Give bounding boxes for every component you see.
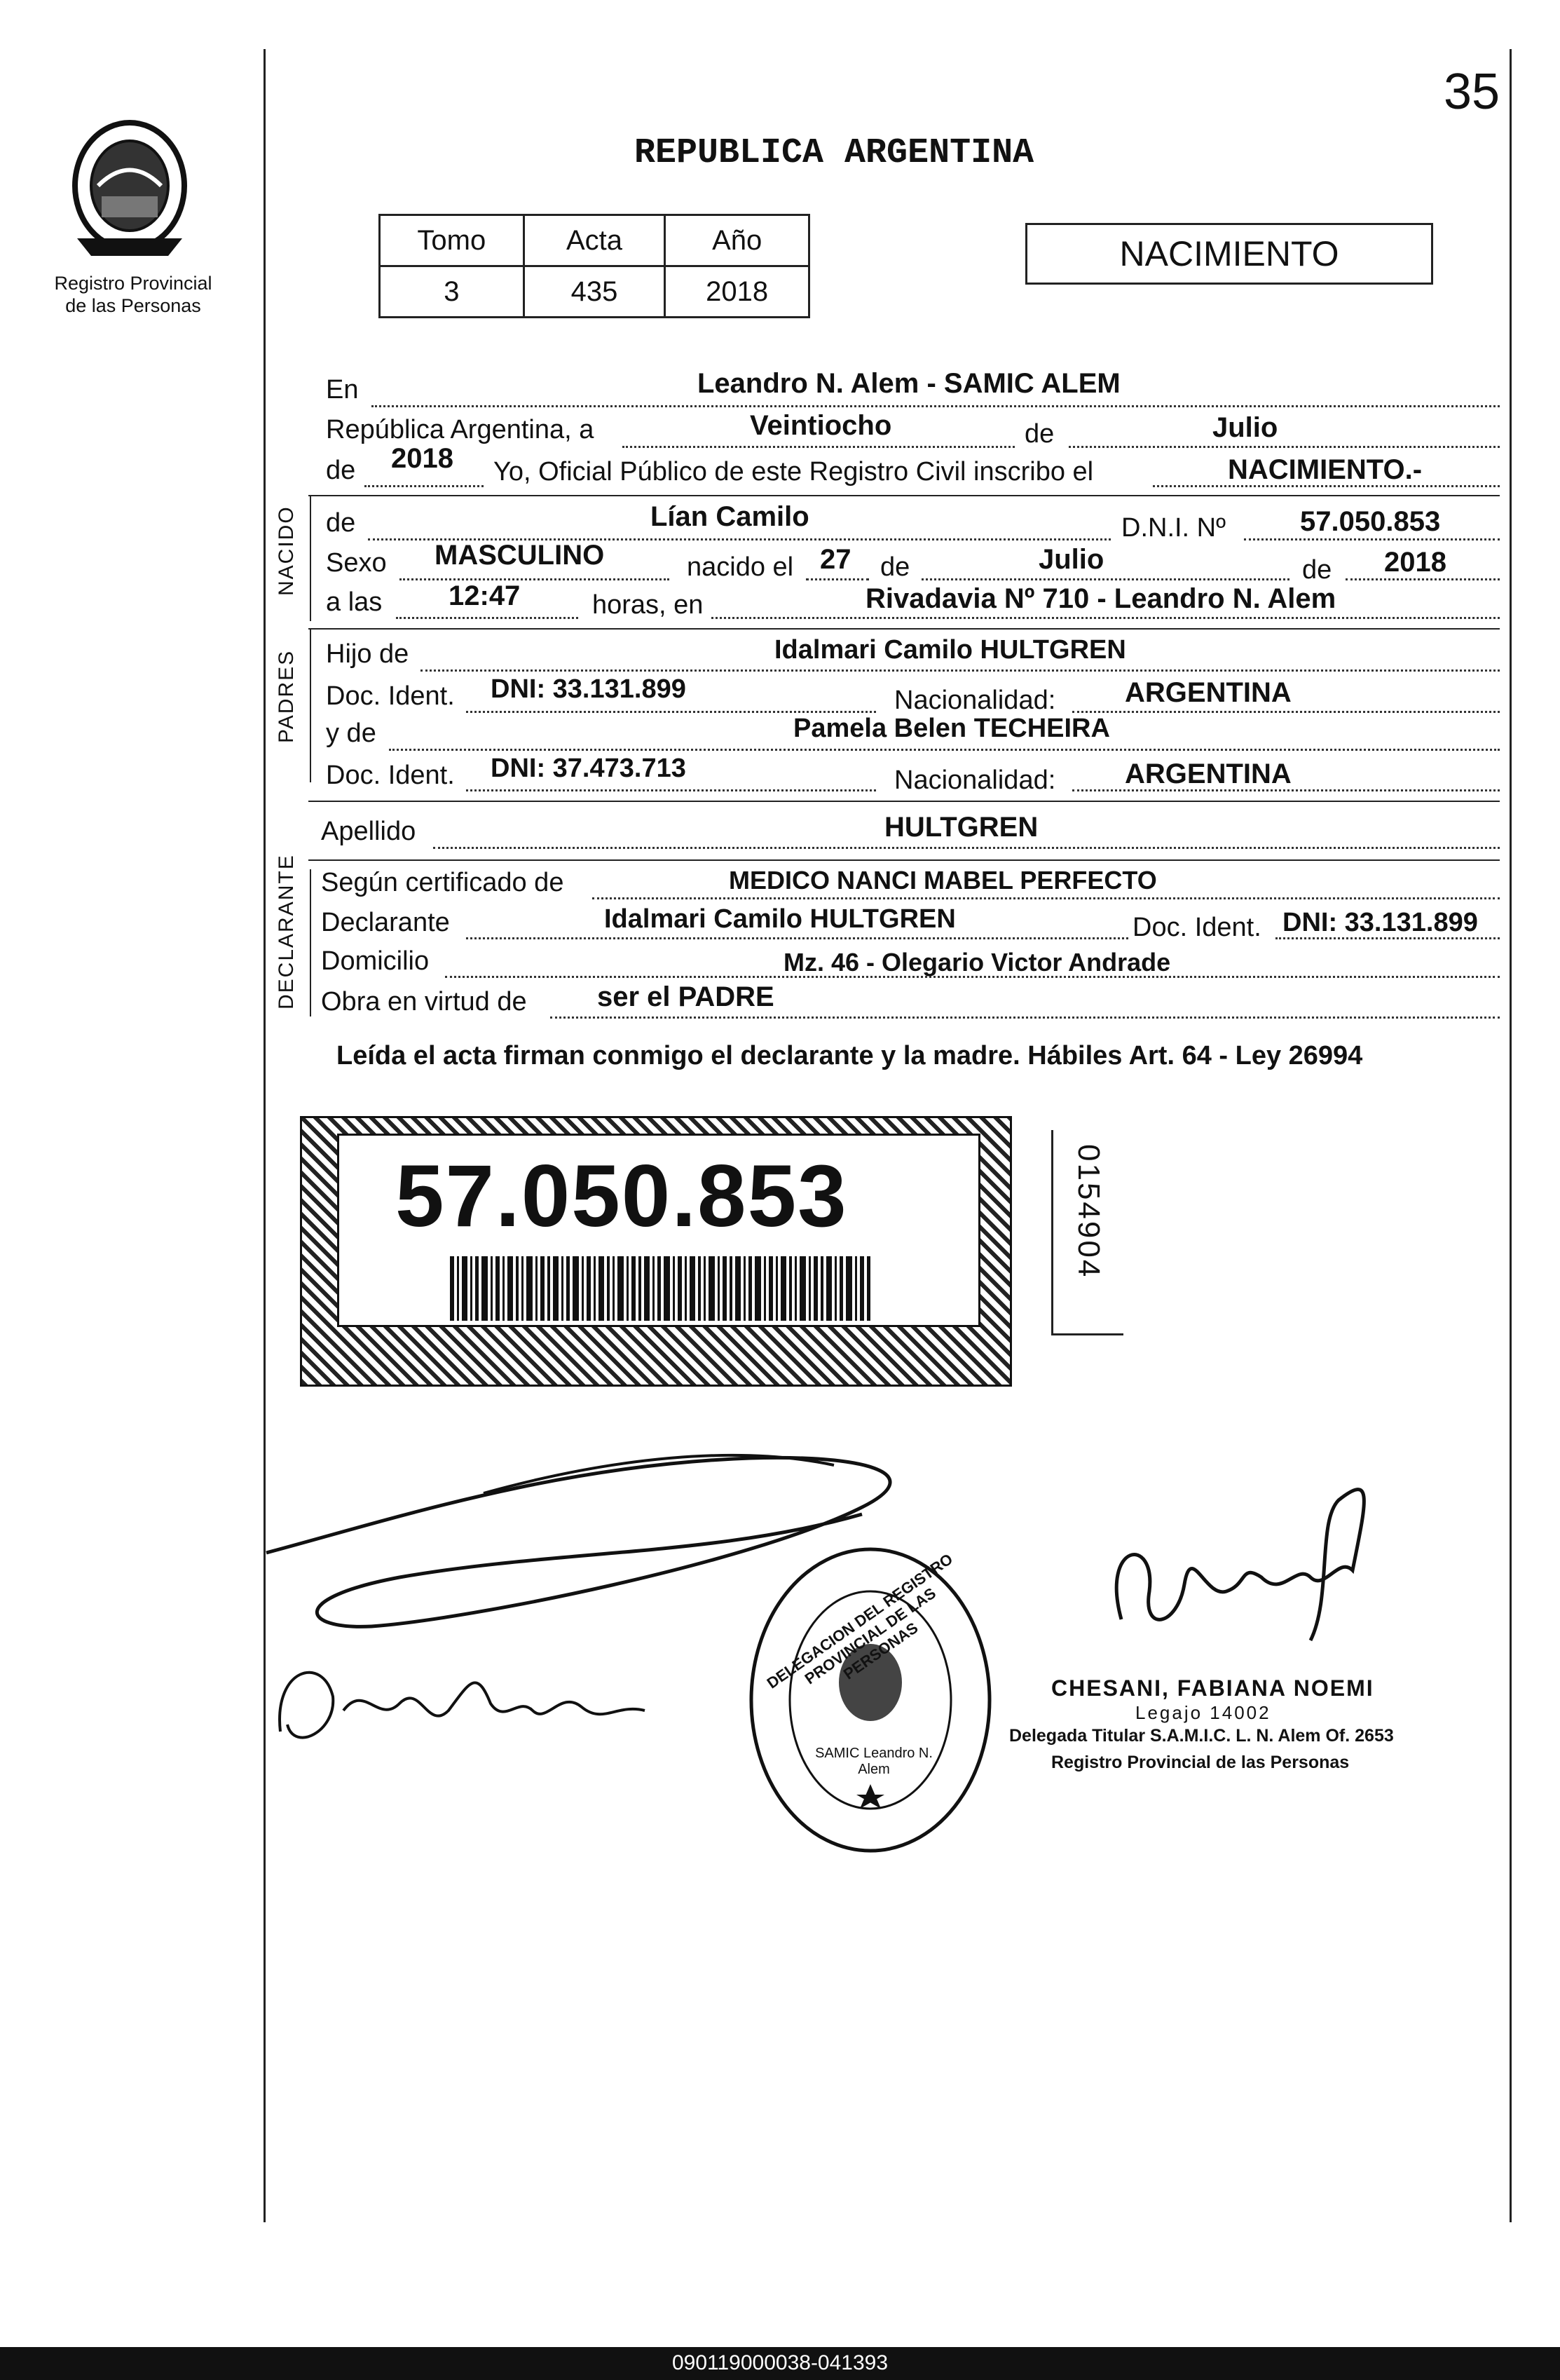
official-registry: Registro Provincial de las Personas [1051,1753,1350,1772]
side-stamp-number: 0154904 [1072,1144,1106,1279]
declarante-doc-value: DNI: 33.131.899 [1282,908,1478,937]
de2-label: de [326,456,356,485]
official-legajo: Legajo 14002 [1135,1702,1271,1723]
apellido-bottom-line [308,859,1500,861]
official-signature [1100,1458,1381,1668]
father-line [420,669,1500,672]
page-number: 35 [1444,64,1500,120]
year-value: 2018 [391,443,453,474]
value-acta: 435 [524,266,665,318]
en-label: En [326,375,359,404]
segun-value: MEDICO NANCI MABEL PERFECTO [729,866,1157,895]
birth-day-value: 27 [820,544,851,575]
de-name-label: de [326,508,356,538]
apellido-value: HULTGREN [884,812,1039,843]
registry-seal [744,1542,997,1858]
header-acta: Acta [524,215,665,266]
domicilio-value: Mz. 46 - Olegario Victor Andrade [784,948,1171,977]
sexo-line [399,578,669,580]
name-value: Lían Camilo [650,501,809,532]
declarante-label: Declarante [321,908,450,937]
nacido-section-label: NACIDO [275,505,298,596]
emblem-caption: Registro Provincial de las Personas [54,273,212,316]
nacionalidad-label: Nacionalidad: [894,686,1056,715]
sexo-value: MASCULINO [435,540,605,571]
padres-section-label: PADRES [275,649,298,743]
place-value: Rivadavia Nº 710 - Leandro N. Alem [865,583,1336,614]
footer-bar [0,2347,1560,2380]
official-name: CHESANI, FABIANA NOEMI [1051,1675,1374,1701]
declarante-section-label: DECLARANTE [275,854,298,1009]
place-line [711,617,1500,619]
side-stamp [1051,1130,1123,1335]
de-label: de [1025,419,1055,449]
value-ano: 2018 [665,266,809,318]
horas-label: horas, en [592,590,704,620]
document-title: REPUBLICA ARGENTINA [634,133,1034,173]
header-tomo: Tomo [380,215,524,266]
header-ano: Año [665,215,809,266]
official-title: Delegada Titular S.A.M.I.C. L. N. Alem Of. 2653 [1009,1726,1394,1746]
right-border-line [1510,49,1512,2222]
dni-sticker [300,1116,1012,1387]
sticker-number: 57.050.853 [395,1148,848,1245]
de3-label: de [880,552,910,582]
apellido-line [433,847,1500,849]
domicilio-label: Domicilio [321,946,430,976]
dni-line [1244,538,1500,540]
mother-doc-line [466,789,876,791]
obra-line [550,1016,1500,1019]
left-border-line [264,49,266,2222]
birth-year-value: 2018 [1384,547,1446,578]
father-nat-value: ARGENTINA [1125,677,1292,708]
republica-label: República Argentina, a [326,415,594,444]
yo-label: Yo, Oficial Público de este Registro Civil inscribo el [493,457,1094,487]
birth-month-line [922,578,1289,580]
document-type-box: NACIMIENTO [1025,223,1433,285]
apellido-top-line [308,801,1500,802]
year-line [364,485,484,487]
nacido-bracket [310,496,311,621]
nacionalidad2-label: Nacionalidad: [894,766,1056,795]
birth-year-line [1346,578,1500,580]
segun-label: Según certificado de [321,868,564,897]
mother-signature [266,1640,659,1760]
month-value: Julio [1212,412,1278,443]
obra-label: Obra en virtud de [321,987,527,1016]
obra-value: ser el PADRE [597,981,774,1012]
hijo-label: Hijo de [326,639,409,669]
mother-doc-value: DNI: 37.473.713 [491,754,686,783]
mother-value: Pamela Belen TECHEIRA [793,714,1110,743]
father-doc-value: DNI: 33.131.899 [491,674,686,704]
closing-statement: Leída el acta firman conmigo el declarante y la madre. Hábiles Art. 64 - Ley 26994 [336,1041,1363,1070]
mother-line [389,749,1500,751]
month-line [1069,446,1500,448]
declarante-value: Idalmari Camilo HULTGREN [604,904,956,934]
day-value: Veintiocho [750,410,892,441]
day-line [622,446,1015,448]
padres-top-line [308,628,1500,630]
de4-label: de [1302,555,1332,585]
declarante-line [466,937,1128,939]
father-value: Idalmari Camilo HULTGREN [774,635,1126,665]
volume-table [378,214,810,318]
mother-nat-value: ARGENTINA [1125,759,1292,789]
inscribe-value: NACIMIENTO.- [1228,454,1423,485]
footer-code: 090119000038-041393 [671,2351,889,2374]
dni-value: 57.050.853 [1300,506,1441,537]
nacido-top-line [308,495,1500,496]
seal-ring-text: DELEGACION DEL REGISTRO PROVINCIAL DE LAS PERSONAS [763,1550,956,1692]
time-value: 12:47 [449,580,521,611]
time-line [396,617,578,619]
dni-label: D.N.I. Nº [1121,513,1226,543]
birth-day-line [806,578,869,580]
province-emblem [63,112,196,259]
seal-inner-text: SAMIC Leandro N. Alem [815,1746,933,1777]
en-value: Leandro N. Alem - SAMIC ALEM [697,368,1121,399]
y-de-label: y de [326,719,376,748]
doc-ident2-label: Doc. Ident. [326,761,455,790]
en-line [371,405,1500,407]
padres-bracket [310,630,311,782]
declarante-bracket [310,869,311,1016]
nacido-el-label: nacido el [687,552,794,582]
doc-ident-label: Doc. Ident. [326,681,455,711]
doc-ident3-label: Doc. Ident. [1133,913,1261,942]
apellido-label: Apellido [321,817,416,846]
father-doc-line [466,711,876,713]
sexo-label: Sexo [326,548,387,578]
birth-month-value: Julio [1039,544,1104,575]
a-las-label: a las [326,587,383,617]
sticker-inner-panel [337,1134,980,1327]
barcode [450,1256,870,1321]
segun-line [592,897,1500,899]
value-tomo: 3 [380,266,524,318]
father-nat-line [1072,711,1500,713]
